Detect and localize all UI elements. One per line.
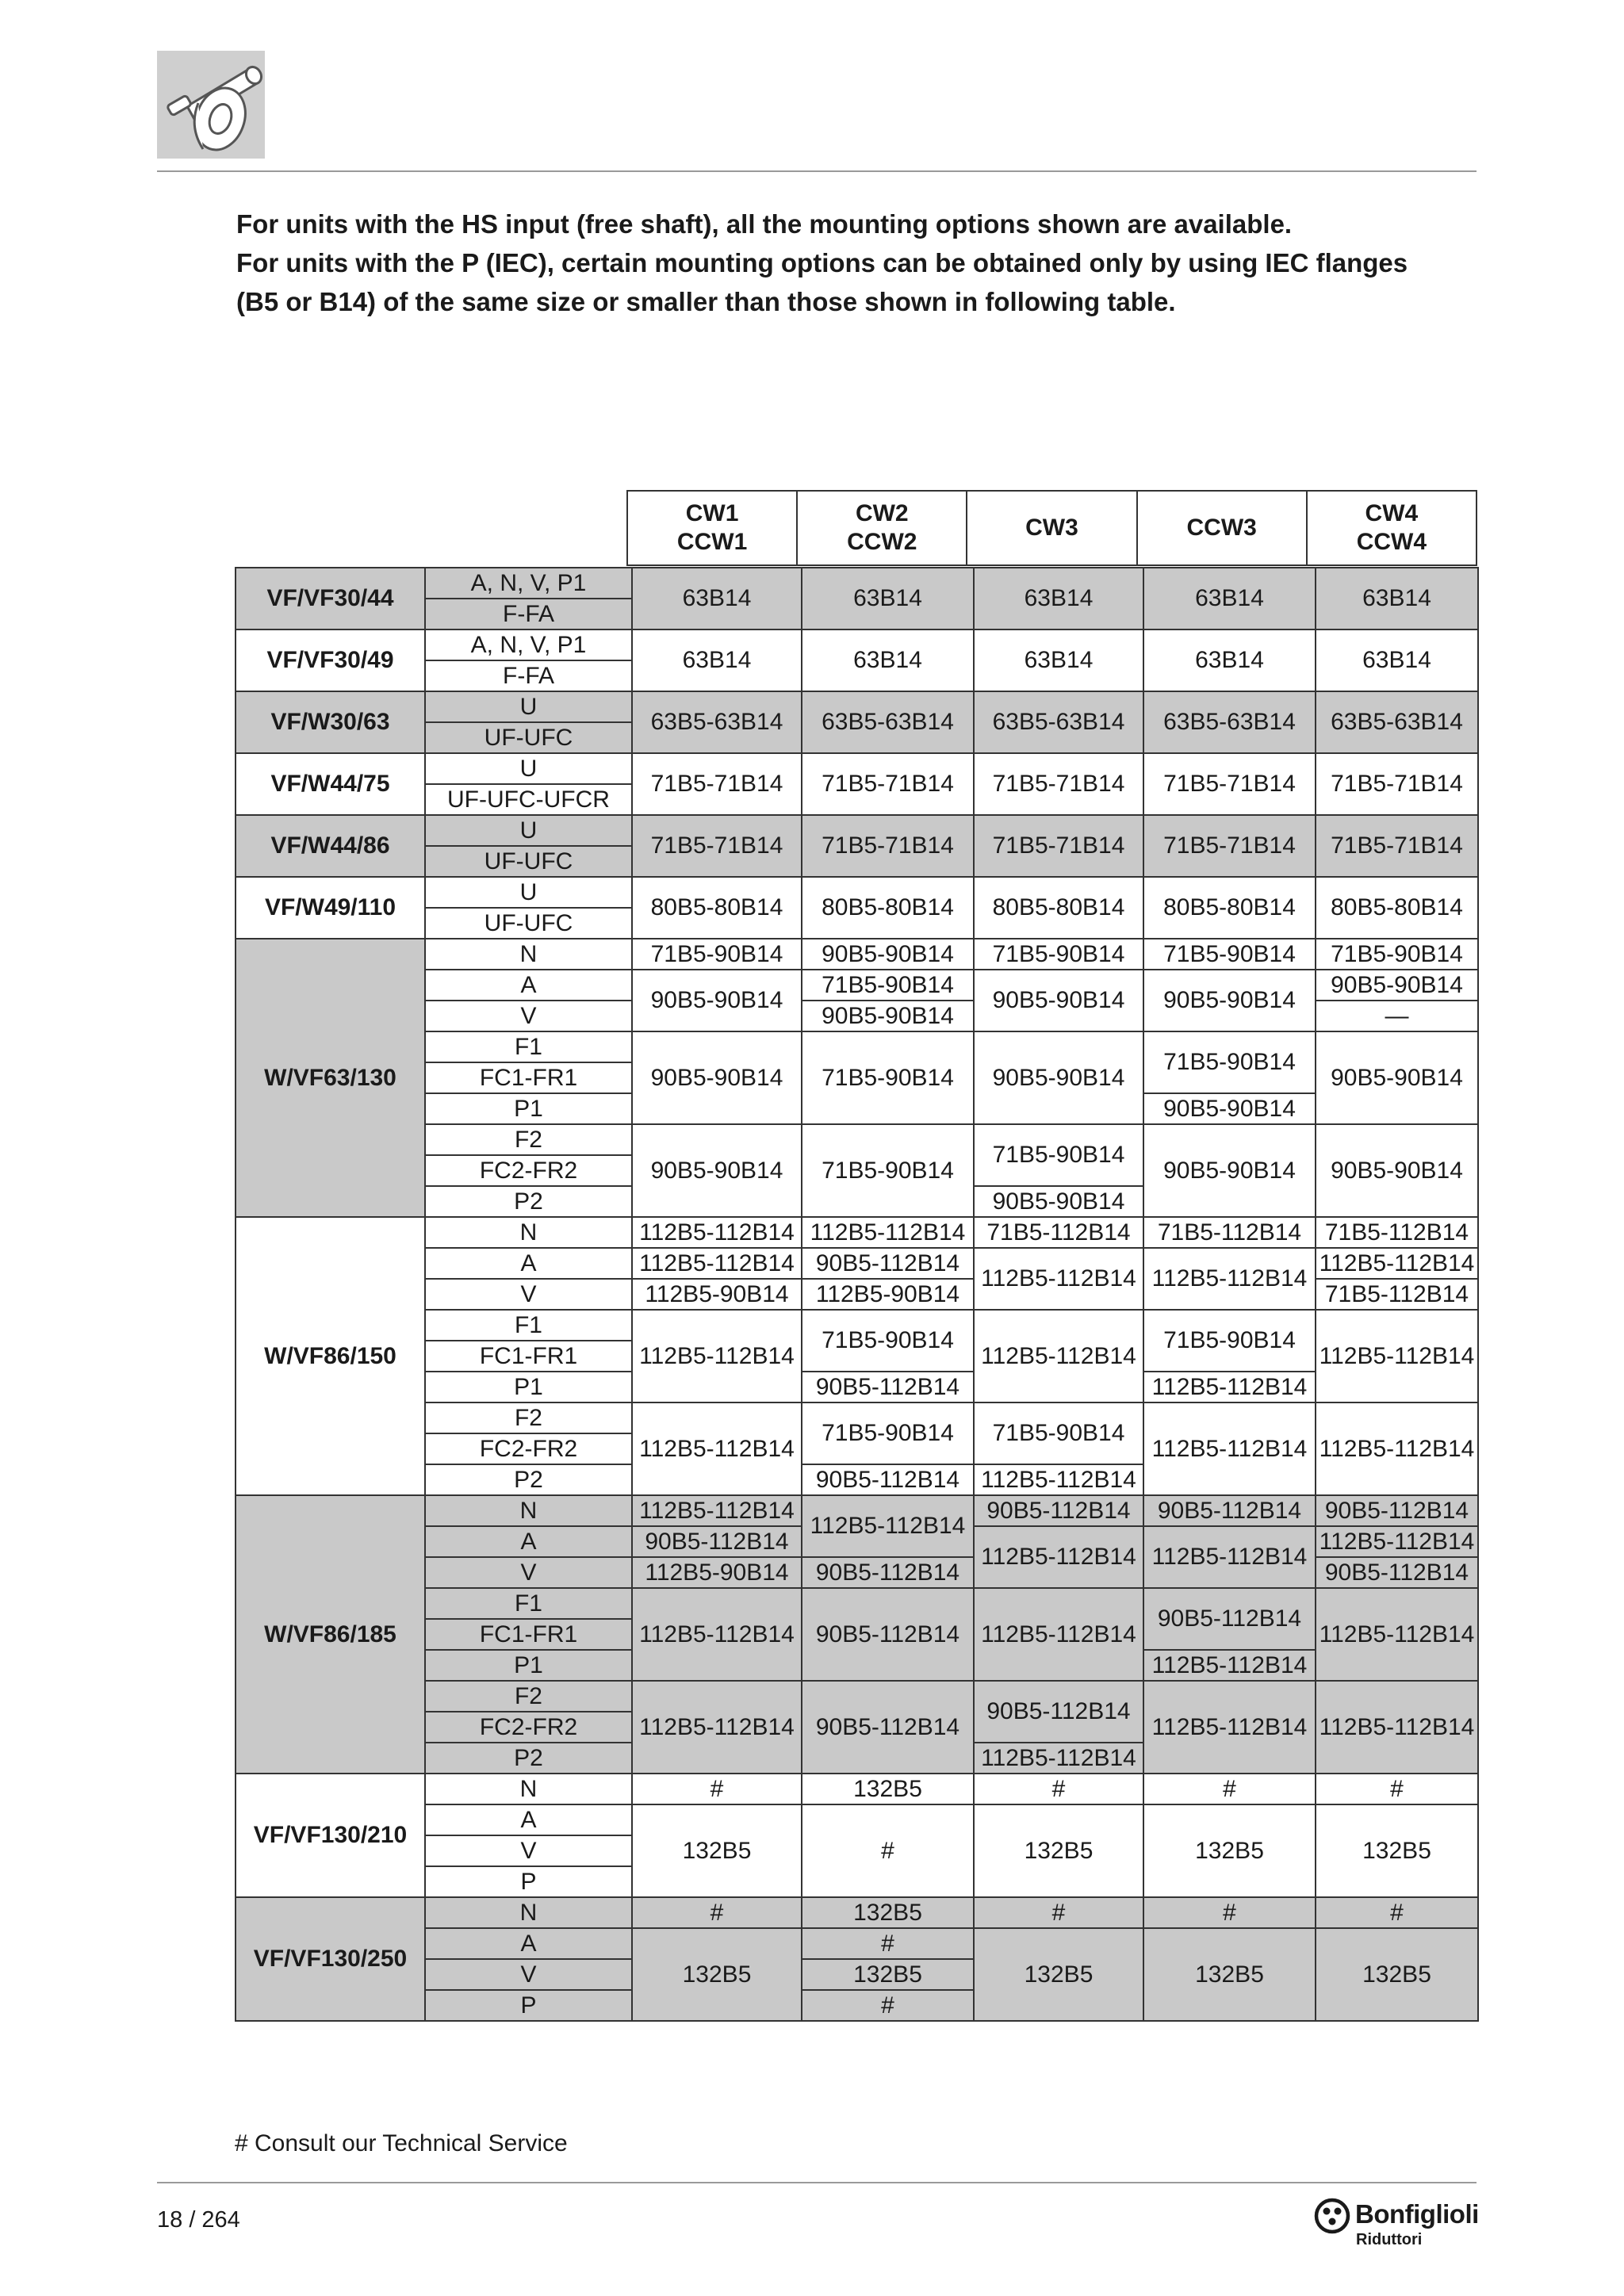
flange-cell: 132B5 bbox=[1316, 1928, 1478, 2021]
variant-cell: U bbox=[425, 753, 632, 784]
flange-cell: 71B5-90B14 bbox=[974, 939, 1143, 970]
variant-cell: FC1-FR1 bbox=[425, 1341, 632, 1372]
flange-cell: # bbox=[974, 1897, 1143, 1928]
flange-cell: # bbox=[632, 1774, 802, 1804]
flange-cell: 71B5-71B14 bbox=[1143, 753, 1316, 815]
page-number: 18 / 264 bbox=[157, 2207, 240, 2233]
flange-cell: 71B5-90B14 bbox=[802, 970, 974, 1001]
flange-cell: 71B5-90B14 bbox=[1143, 939, 1316, 970]
variant-cell: F-FA bbox=[425, 599, 632, 629]
flange-cell: 112B5-112B14 bbox=[1316, 1588, 1478, 1681]
flange-cell: 71B5-71B14 bbox=[1316, 815, 1478, 877]
variant-cell: U bbox=[425, 691, 632, 722]
flange-cell: 112B5-112B14 bbox=[802, 1217, 974, 1248]
flange-cell: 90B5-90B14 bbox=[802, 1001, 974, 1031]
flange-cell: 112B5-112B14 bbox=[802, 1495, 974, 1557]
flange-cell: 112B5-90B14 bbox=[632, 1279, 802, 1310]
flange-cell: 90B5-112B14 bbox=[802, 1248, 974, 1279]
gearbox-label: VF/VF30/44 bbox=[236, 568, 425, 629]
column-header: CW2 CCW2 bbox=[797, 491, 967, 565]
flange-cell: 63B14 bbox=[632, 629, 802, 691]
variant-cell: V bbox=[425, 1279, 632, 1310]
table-row bbox=[236, 1774, 1478, 1804]
table-row bbox=[236, 1495, 1478, 1526]
flange-cell: 90B5-90B14 bbox=[1143, 1093, 1316, 1124]
table-row bbox=[236, 877, 1478, 908]
flange-cell: 80B5-80B14 bbox=[1143, 877, 1316, 939]
variant-cell: P2 bbox=[425, 1464, 632, 1495]
flange-cell: 71B5-90B14 bbox=[974, 1402, 1143, 1464]
flange-cell: 112B5-112B14 bbox=[632, 1248, 802, 1279]
flange-cell: 90B5-90B14 bbox=[1316, 1031, 1478, 1124]
flange-cell: 71B5-71B14 bbox=[1143, 815, 1316, 877]
flange-cell: 112B5-112B14 bbox=[1143, 1402, 1316, 1495]
flange-cell: 71B5-71B14 bbox=[802, 753, 974, 815]
variant-cell: A bbox=[425, 1526, 632, 1557]
flange-cell: 112B5-112B14 bbox=[974, 1743, 1143, 1774]
variant-cell: UF-UFC bbox=[425, 722, 632, 753]
flange-cell: 71B5-90B14 bbox=[802, 1124, 974, 1217]
variant-cell: FC2-FR2 bbox=[425, 1433, 632, 1464]
variant-cell: P1 bbox=[425, 1650, 632, 1681]
variant-cell: P1 bbox=[425, 1093, 632, 1124]
flange-cell: 112B5-112B14 bbox=[632, 1310, 802, 1402]
flange-cell: 71B5-90B14 bbox=[802, 1031, 974, 1124]
flange-cell: 63B14 bbox=[974, 629, 1143, 691]
variant-cell: UF-UFC-UFCR bbox=[425, 784, 632, 815]
gearbox-label: VF/VF130/210 bbox=[236, 1774, 425, 1897]
table-row bbox=[236, 691, 1478, 722]
variant-cell: A, N, V, P1 bbox=[425, 568, 632, 599]
flange-cell: 71B5-90B14 bbox=[802, 1310, 974, 1372]
flange-cell: 71B5-112B14 bbox=[1316, 1217, 1478, 1248]
variant-cell: UF-UFC bbox=[425, 908, 632, 939]
variant-cell: F-FA bbox=[425, 660, 632, 691]
variant-cell: FC2-FR2 bbox=[425, 1712, 632, 1743]
flange-cell: 132B5 bbox=[974, 1804, 1143, 1897]
flange-cell: # bbox=[802, 1928, 974, 1959]
flange-cell: 71B5-71B14 bbox=[974, 753, 1143, 815]
column-header: CW4 CCW4 bbox=[1307, 491, 1477, 565]
flange-cell: 90B5-112B14 bbox=[802, 1464, 974, 1495]
flange-cell: # bbox=[802, 1804, 974, 1897]
flange-cell: 63B5-63B14 bbox=[1143, 691, 1316, 753]
intro-line-1: For units with the HS input (free shaft), all the mounting options shown are available. bbox=[236, 209, 1293, 239]
flange-cell: 112B5-112B14 bbox=[1143, 1248, 1316, 1310]
gearbox-label: VF/W44/75 bbox=[236, 753, 425, 815]
flange-cell: 112B5-90B14 bbox=[802, 1279, 974, 1310]
flange-cell: 132B5 bbox=[632, 1804, 802, 1897]
flange-cell: 80B5-80B14 bbox=[1316, 877, 1478, 939]
intro-text bbox=[236, 205, 1505, 321]
flange-cell: 71B5-90B14 bbox=[1143, 1310, 1316, 1372]
flange-cell: 112B5-112B14 bbox=[974, 1526, 1143, 1588]
flange-cell: # bbox=[1316, 1897, 1478, 1928]
variant-cell: N bbox=[425, 939, 632, 970]
gearbox-label: W/VF63/130 bbox=[236, 939, 425, 1217]
variant-cell: F1 bbox=[425, 1031, 632, 1062]
variant-cell: P2 bbox=[425, 1186, 632, 1217]
flange-cell: 63B14 bbox=[1316, 568, 1478, 629]
table-row bbox=[236, 1217, 1478, 1248]
flange-cell: 71B5-71B14 bbox=[802, 815, 974, 877]
flange-cell: 90B5-90B14 bbox=[632, 1031, 802, 1124]
flange-cell: 90B5-112B14 bbox=[1316, 1495, 1478, 1526]
flange-cell: 112B5-112B14 bbox=[1316, 1526, 1478, 1557]
flange-cell: # bbox=[974, 1774, 1143, 1804]
flange-cell: 71B5-112B14 bbox=[974, 1217, 1143, 1248]
flange-cell: 63B14 bbox=[1143, 568, 1316, 629]
flange-cell: 71B5-71B14 bbox=[632, 753, 802, 815]
variant-cell: V bbox=[425, 1001, 632, 1031]
flange-cell: 63B5-63B14 bbox=[974, 691, 1143, 753]
flange-cell: 90B5-90B14 bbox=[802, 939, 974, 970]
flange-cell: 112B5-112B14 bbox=[632, 1402, 802, 1495]
variant-cell: V bbox=[425, 1557, 632, 1588]
flange-cell: 112B5-112B14 bbox=[1143, 1681, 1316, 1774]
flange-cell: 132B5 bbox=[632, 1928, 802, 2021]
flange-cell: # bbox=[802, 1990, 974, 2021]
variant-cell: A bbox=[425, 970, 632, 1001]
flange-cell: 63B14 bbox=[802, 568, 974, 629]
flange-cell: 90B5-112B14 bbox=[802, 1588, 974, 1681]
table-row bbox=[236, 568, 1478, 599]
variant-cell: A bbox=[425, 1248, 632, 1279]
flange-cell: 90B5-90B14 bbox=[1143, 1124, 1316, 1217]
flange-cell: 90B5-112B14 bbox=[802, 1372, 974, 1402]
variant-cell: FC1-FR1 bbox=[425, 1062, 632, 1093]
footnote: # Consult our Technical Service bbox=[235, 2130, 568, 2156]
flange-cell: 63B14 bbox=[1143, 629, 1316, 691]
logo-mark-icon bbox=[1314, 2198, 1350, 2234]
flange-cell: 90B5-112B14 bbox=[1316, 1557, 1478, 1588]
flange-cell: 71B5-90B14 bbox=[802, 1402, 974, 1464]
flange-cell: 90B5-112B14 bbox=[974, 1495, 1143, 1526]
flange-cell: 132B5 bbox=[1143, 1804, 1316, 1897]
variant-cell: N bbox=[425, 1495, 632, 1526]
variant-cell: F2 bbox=[425, 1124, 632, 1155]
flange-cell: 71B5-112B14 bbox=[1143, 1217, 1316, 1248]
flange-cell: 71B5-112B14 bbox=[1316, 1279, 1478, 1310]
variant-cell: P1 bbox=[425, 1372, 632, 1402]
variant-cell: U bbox=[425, 877, 632, 908]
variant-cell: F1 bbox=[425, 1310, 632, 1341]
intro-line-3: (B5 or B14) of the same size or smaller than those shown in following table. bbox=[236, 287, 1176, 316]
gearbox-label: VF/VF30/49 bbox=[236, 629, 425, 691]
flange-cell: 132B5 bbox=[1143, 1928, 1316, 2021]
flange-cell: 90B5-90B14 bbox=[1143, 970, 1316, 1031]
flange-cell: 71B5-90B14 bbox=[632, 939, 802, 970]
variant-cell: U bbox=[425, 815, 632, 846]
flange-cell: 132B5 bbox=[802, 1959, 974, 1990]
variant-cell: A bbox=[425, 1928, 632, 1959]
variant-cell: FC1-FR1 bbox=[425, 1619, 632, 1650]
flange-cell: 71B5-71B14 bbox=[974, 815, 1143, 877]
flange-compatibility-table bbox=[235, 567, 1479, 2022]
flange-cell: # bbox=[1316, 1774, 1478, 1804]
flange-cell: 90B5-112B14 bbox=[632, 1526, 802, 1557]
flange-cell: 80B5-80B14 bbox=[974, 877, 1143, 939]
flange-cell: 112B5-112B14 bbox=[1316, 1248, 1478, 1279]
variant-cell: F1 bbox=[425, 1588, 632, 1619]
variant-cell: V bbox=[425, 1959, 632, 1990]
header-divider bbox=[157, 170, 1477, 172]
table-row bbox=[236, 753, 1478, 784]
flange-cell: 112B5-112B14 bbox=[632, 1588, 802, 1681]
variant-cell: N bbox=[425, 1897, 632, 1928]
flange-cell: 71B5-71B14 bbox=[632, 815, 802, 877]
variant-cell: UF-UFC bbox=[425, 846, 632, 877]
flange-cell: 132B5 bbox=[1316, 1804, 1478, 1897]
gearbox-label: VF/W49/110 bbox=[236, 877, 425, 939]
table-row bbox=[236, 939, 1478, 970]
flange-cell: 71B5-90B14 bbox=[1143, 1031, 1316, 1093]
variant-cell: F2 bbox=[425, 1402, 632, 1433]
flange-cell: # bbox=[1143, 1897, 1316, 1928]
flange-cell: 90B5-90B14 bbox=[632, 1124, 802, 1217]
brand-logo bbox=[1314, 2198, 1480, 2253]
flange-cell: 71B5-71B14 bbox=[1316, 753, 1478, 815]
variant-cell: P2 bbox=[425, 1743, 632, 1774]
flange-cell: 63B14 bbox=[632, 568, 802, 629]
flange-cell: 112B5-90B14 bbox=[632, 1557, 802, 1588]
flange-cell: 71B5-90B14 bbox=[974, 1124, 1143, 1186]
flange-cell: 112B5-112B14 bbox=[632, 1681, 802, 1774]
flange-cell: # bbox=[632, 1897, 802, 1928]
flange-cell: 112B5-112B14 bbox=[974, 1588, 1143, 1681]
table-row bbox=[236, 815, 1478, 846]
table-row bbox=[236, 1897, 1478, 1928]
flange-cell: 90B5-90B14 bbox=[1316, 970, 1478, 1001]
flange-cell: 112B5-112B14 bbox=[1316, 1681, 1478, 1774]
intro-line-2: For units with the P (IEC), certain mounting options can be obtained only by using IEC flanges bbox=[236, 248, 1408, 277]
variant-cell: P bbox=[425, 1990, 632, 2021]
flange-cell: 63B5-63B14 bbox=[1316, 691, 1478, 753]
gearbox-label: VF/VF130/250 bbox=[236, 1897, 425, 2021]
flange-cell: 63B14 bbox=[802, 629, 974, 691]
flange-cell: # bbox=[1143, 1774, 1316, 1804]
flange-cell: 63B5-63B14 bbox=[632, 691, 802, 753]
flange-cell: 112B5-112B14 bbox=[1143, 1526, 1316, 1588]
flange-cell: 63B14 bbox=[1316, 629, 1478, 691]
flange-cell: 90B5-112B14 bbox=[1143, 1588, 1316, 1650]
flange-cell: 90B5-90B14 bbox=[974, 1186, 1143, 1217]
flange-cell: 90B5-90B14 bbox=[974, 970, 1143, 1031]
logo-name: Bonfiglioli bbox=[1355, 2199, 1479, 2229]
column-header: CW1 CCW1 bbox=[627, 491, 797, 565]
flange-cell: 90B5-90B14 bbox=[974, 1031, 1143, 1124]
flange-cell: 112B5-112B14 bbox=[974, 1248, 1143, 1310]
mounting-position-header bbox=[626, 490, 1477, 566]
flange-cell: 132B5 bbox=[974, 1928, 1143, 2021]
flange-cell: 112B5-112B14 bbox=[632, 1495, 802, 1526]
flange-cell: 80B5-80B14 bbox=[802, 877, 974, 939]
flange-cell: 112B5-112B14 bbox=[1316, 1310, 1478, 1402]
gearbox-label: VF/W44/86 bbox=[236, 815, 425, 877]
variant-cell: F2 bbox=[425, 1681, 632, 1712]
flange-cell: 90B5-112B14 bbox=[802, 1557, 974, 1588]
variant-cell: V bbox=[425, 1835, 632, 1866]
flange-cell: — bbox=[1316, 1001, 1478, 1031]
variant-cell: P bbox=[425, 1866, 632, 1897]
gearmotor-icon bbox=[157, 51, 265, 159]
flange-cell: 132B5 bbox=[802, 1897, 974, 1928]
variant-cell: N bbox=[425, 1774, 632, 1804]
flange-cell: 71B5-90B14 bbox=[1316, 939, 1478, 970]
flange-cell: 90B5-112B14 bbox=[974, 1681, 1143, 1743]
column-header: CW3 bbox=[967, 491, 1136, 565]
flange-cell: 63B14 bbox=[974, 568, 1143, 629]
variant-cell: FC2-FR2 bbox=[425, 1155, 632, 1186]
variant-cell: A bbox=[425, 1804, 632, 1835]
flange-cell: 90B5-112B14 bbox=[802, 1681, 974, 1774]
flange-cell: 112B5-112B14 bbox=[1143, 1650, 1316, 1681]
flange-cell: 80B5-80B14 bbox=[632, 877, 802, 939]
variant-cell: A, N, V, P1 bbox=[425, 629, 632, 660]
logo-subtitle: Riduttori bbox=[1356, 2231, 1423, 2248]
flange-cell: 90B5-90B14 bbox=[632, 970, 802, 1031]
flange-cell: 112B5-112B14 bbox=[974, 1464, 1143, 1495]
gearbox-label: W/VF86/150 bbox=[236, 1217, 425, 1495]
flange-cell: 112B5-112B14 bbox=[974, 1310, 1143, 1402]
column-header: CCW3 bbox=[1137, 491, 1307, 565]
footer-divider bbox=[157, 2182, 1477, 2183]
gearbox-label: VF/W30/63 bbox=[236, 691, 425, 753]
flange-cell: 112B5-112B14 bbox=[1316, 1402, 1478, 1495]
gearbox-label: W/VF86/185 bbox=[236, 1495, 425, 1774]
flange-cell: 90B5-90B14 bbox=[1316, 1124, 1478, 1217]
flange-cell: 112B5-112B14 bbox=[632, 1217, 802, 1248]
flange-cell: 132B5 bbox=[802, 1774, 974, 1804]
flange-cell: 90B5-112B14 bbox=[1143, 1495, 1316, 1526]
table-row bbox=[236, 629, 1478, 660]
flange-cell: 63B5-63B14 bbox=[802, 691, 974, 753]
flange-cell: 112B5-112B14 bbox=[1143, 1372, 1316, 1402]
variant-cell: N bbox=[425, 1217, 632, 1248]
